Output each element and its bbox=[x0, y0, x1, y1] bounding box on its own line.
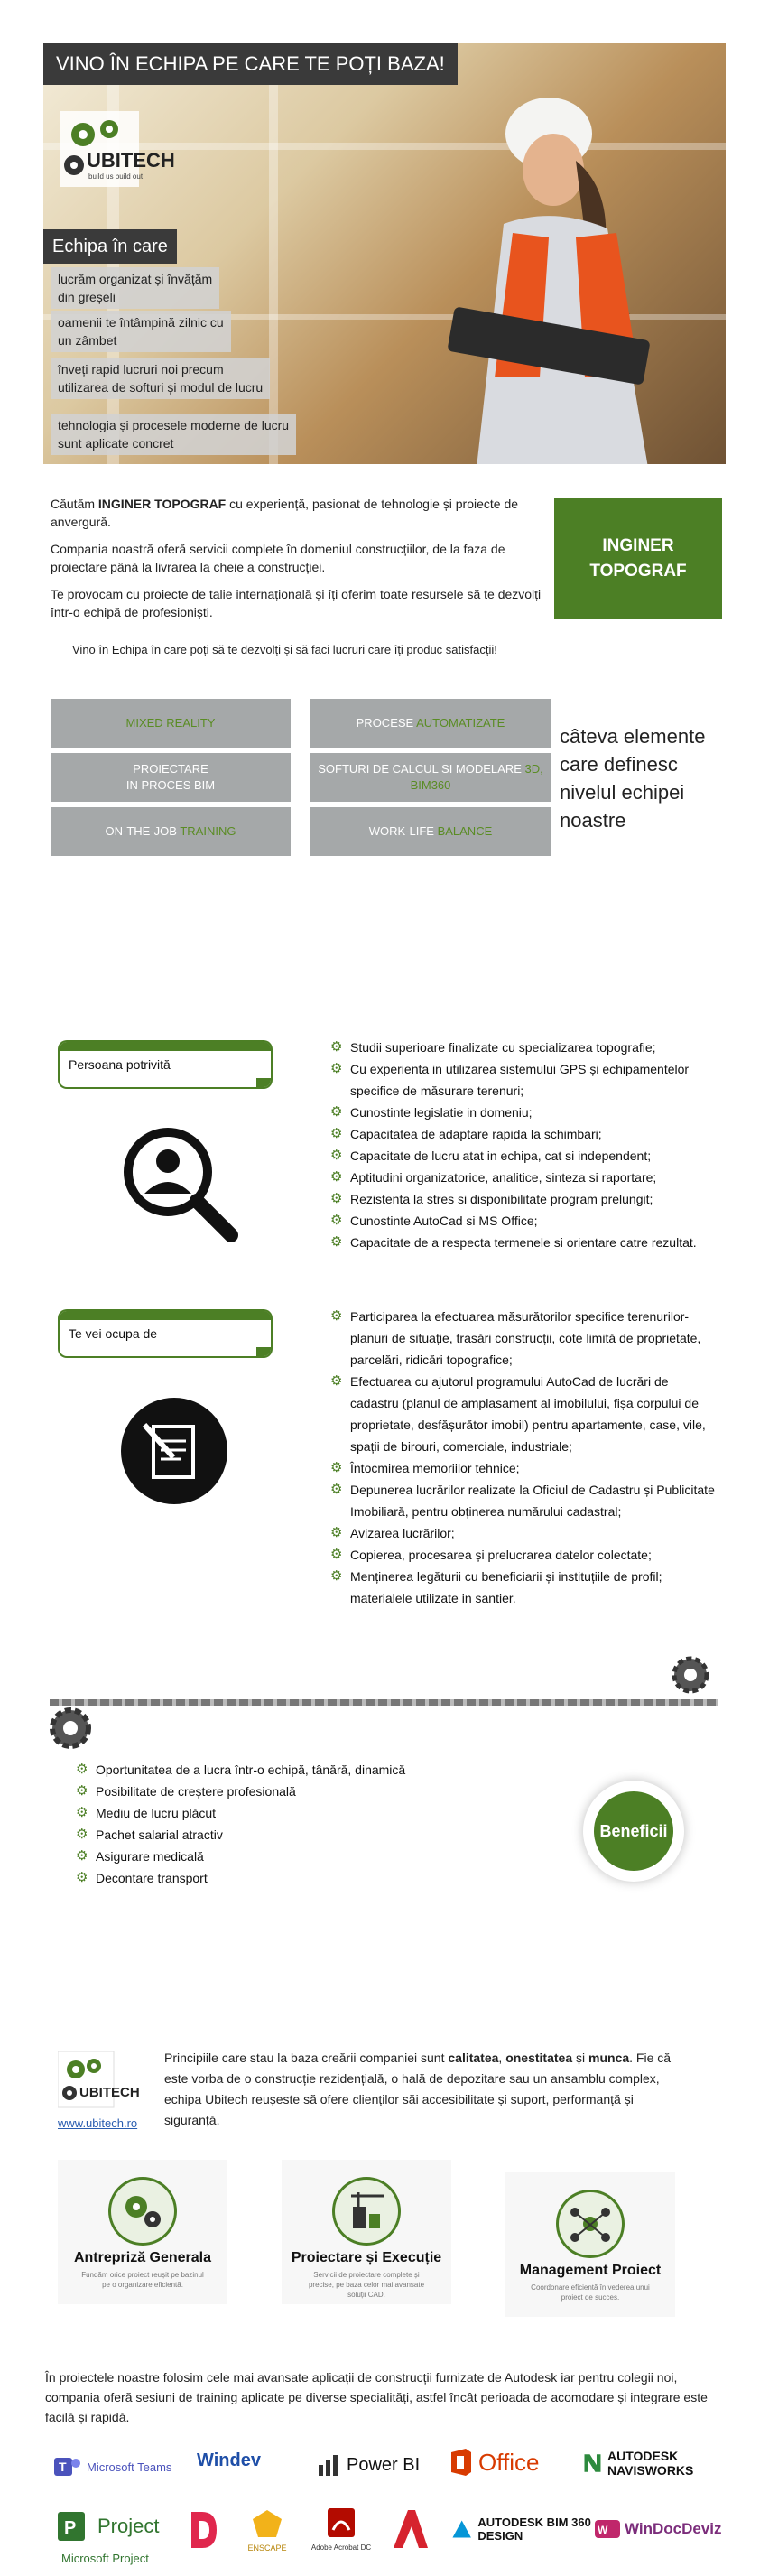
intro-text bbox=[51, 495, 556, 630]
list-item: ⚙ Copierea, procesarea și prelucrarea datelor colectate; bbox=[330, 1544, 718, 1566]
svg-text:T: T bbox=[59, 2460, 67, 2474]
bim360-logo: AUTODESK BIM 360 DESIGN bbox=[451, 2516, 596, 2543]
software-text: În proiectele noastre folosim cele mai avansate aplicații de construcții furnizate de Autodesk iar pentru colegii noi, compania oferă sesiuni de training aplicate pe diverse specialități, astfel încât perioada de acomodare și integrare este facilă și rapidă. bbox=[45, 2370, 708, 2424]
echipa-label: Echipa în care bbox=[43, 229, 177, 264]
persoana-label: Persoana potrivită bbox=[69, 1057, 171, 1072]
list-item: ⚙ Capacitatea de adaptare rapida la schimbari; bbox=[330, 1123, 718, 1145]
gears-icon bbox=[111, 2180, 174, 2243]
windev-logo: Windev bbox=[197, 2450, 261, 2470]
gear-icon bbox=[47, 1705, 94, 1756]
list-item: ⚙ Avizarea lucrărilor; bbox=[330, 1522, 718, 1544]
autocad-a-logo bbox=[390, 2506, 430, 2552]
hero-item: oamenii te întâmpină zilnic cu un zâmbet bbox=[51, 311, 231, 352]
list-item: ⚙ Posibilitate de creștere profesională bbox=[76, 1781, 527, 1802]
search-person-icon bbox=[116, 1120, 240, 1244]
svg-text:P: P bbox=[64, 2518, 77, 2538]
logo-tagline: build us build out bbox=[88, 172, 144, 181]
list-item: ⚙ Cunostinte legislatie in domeniu; bbox=[330, 1102, 718, 1123]
project-logo: P Project bbox=[56, 2508, 159, 2544]
svg-text:UBITECH: UBITECH bbox=[79, 2085, 140, 2100]
card-subtitle: Fundăm orice proiect reușit pe bazinul pe o organizare eficientă. bbox=[81, 2271, 204, 2289]
intro-p3: Te provocam cu proiecte de talie internațională și îți oferim toate resursele să te dezvolți într-o echipă de profesioniști. bbox=[51, 587, 542, 619]
ubitech-logo bbox=[60, 111, 175, 189]
card-title: Management Proiect bbox=[519, 2263, 662, 2278]
beneficii-badge bbox=[583, 1781, 684, 1882]
service-card-antrepriza bbox=[58, 2160, 227, 2304]
intro-p1: Căutăm INGINER TOPOGRAF cu experiență, pasionat de tehnologie și proiecte de anvergură. bbox=[51, 497, 519, 529]
tagline: Vino în Echipa în care poți să te dezvolți și să faci lucruri care îți produc satisfacții! bbox=[72, 643, 497, 656]
document-edit-icon bbox=[121, 1398, 227, 1504]
list-item: ⚙ Cunostinte AutoCad si MS Office; bbox=[330, 1210, 718, 1232]
keyword-bim: PROIECTARE IN PROCES BIM bbox=[51, 753, 291, 802]
ocupa-label: Te vei ocupa de bbox=[69, 1326, 158, 1341]
card-subtitle: Servicii de proiectare complete și precise, pe baza celor mai avansate soluții CAD. bbox=[308, 2271, 425, 2299]
list-item: ⚙ Cu experienta in utilizarea sistemului GPS și echipamentelor specifice de măsurare terenuri; bbox=[330, 1058, 718, 1102]
list-item: ⚙ Studii superioare finalizate cu specializarea topografie; bbox=[330, 1037, 718, 1058]
list-item: ⚙ Întocmirea memoriilor tehnice; bbox=[330, 1457, 718, 1479]
office-logo: Office bbox=[448, 2447, 539, 2478]
keyword-training: ON-THE-JOB TRAINING bbox=[51, 807, 291, 856]
list-item: ⚙ Rezistenta la stres si disponibilitate program prelungit; bbox=[330, 1188, 718, 1210]
service-card-management bbox=[505, 2172, 675, 2317]
windocdeviz-logo: W WinDocDeviz bbox=[594, 2517, 722, 2541]
card-subtitle: Coordonare eficientă în vederea unui proiect de succes. bbox=[531, 2283, 650, 2302]
footer-logo bbox=[58, 2051, 148, 2119]
ocupa-list bbox=[330, 1306, 718, 1609]
logo-text: UBITECH bbox=[87, 149, 175, 172]
enscape-logo: ENSCAPE bbox=[240, 2508, 294, 2553]
crane-building-icon bbox=[335, 2180, 398, 2243]
autocad-d-logo bbox=[188, 2508, 218, 2552]
svg-text:W: W bbox=[598, 2524, 608, 2536]
list-item: ⚙ Mediu de lucru plăcut bbox=[76, 1802, 527, 1824]
keyword-softuri: SOFTURI DE CALCUL SI MODELARE 3D, BIM360 bbox=[310, 753, 551, 802]
list-item: ⚙ Pachet salarial atractiv bbox=[76, 1824, 527, 1846]
list-item: ⚙ Efectuarea cu ajutorul programului AutoCad de lucrări de cadastru (planul de amplasament al imobilului, fișa corpului de proprietate, desfășurător imobil) pentru apartamente, case, vile, spații de birouri, comerciale, industriale; bbox=[330, 1371, 718, 1457]
list-item: ⚙ Aptitudini organizatorice, analitice, sinteza si raportare; bbox=[330, 1167, 718, 1188]
hero-banner bbox=[43, 43, 726, 464]
section-pill-persoana bbox=[60, 1042, 271, 1087]
list-item: ⚙ Asigurare medicală bbox=[76, 1846, 527, 1867]
role-badge: INGINER TOPOGRAF bbox=[554, 498, 722, 619]
section-divider bbox=[50, 1699, 718, 1706]
card-title: Antrepriză Generala bbox=[73, 2250, 212, 2265]
keywords-caption: câteva elemente care definesc nivelul echipei noastre bbox=[560, 725, 706, 832]
list-item: ⚙ Capacitate de a respecta termenele si orientare catre rezultat. bbox=[330, 1232, 718, 1253]
list-item: ⚙ Participarea la efectuarea măsurătorilor specifice terenurilor- planuri de situație, trasări construcții, cote limită de proprietate, parcelări, ridicări topografice; bbox=[330, 1306, 718, 1371]
card-title: Proiectare și Execuție bbox=[291, 2250, 442, 2265]
hero-item: înveți rapid lucruri noi precum utilizarea de softuri și modul de lucru bbox=[51, 358, 270, 399]
intro-p2: Compania noastră oferă servicii complete în domeniul construcțiilor, de la faza de proiectare până la livrarea la cheie a construcției. bbox=[51, 542, 505, 574]
list-item: ⚙ Oportunitatea de a lucra într-o echipă, tânără, dinamică bbox=[76, 1759, 527, 1781]
list-item: ⚙ Depunerea lucrărilor realizate la Oficiul de Cadastru și Publicitate Imobiliară, pentru obținerea numărului cadastral; bbox=[330, 1479, 718, 1522]
hero-title: VINO ÎN ECHIPA PE CARE TE POȚI BAZA! bbox=[43, 43, 458, 85]
navisworks-logo: AUTODESK NAVISWORKS bbox=[583, 2449, 727, 2478]
service-card-proiectare bbox=[282, 2160, 451, 2304]
hero-item: tehnologia și procesele moderne de lucru sunt aplicate concret bbox=[51, 414, 296, 455]
project-caption: Microsoft Project bbox=[61, 2552, 149, 2565]
list-item: ⚙ Capacitate de lucru atat in echipa, cat si independent; bbox=[330, 1145, 718, 1167]
gear-icon bbox=[670, 1654, 711, 1700]
about-text: Principiile care stau la baza creării companiei sunt calitatea, onestitatea și munca. Fie că este vorba de o construcție rezidențială, o hală de depozitare sau un ansamblu complex, echipa Ubitech reușeste să ofere clienților săi accesibilitate și suport, performanță și siguranță. bbox=[164, 2051, 672, 2127]
section-pill-ocupa bbox=[60, 1311, 271, 1356]
network-icon bbox=[559, 2192, 622, 2255]
website-link[interactable]: www.ubitech.ro bbox=[58, 2116, 138, 2130]
keyword-procese: PROCESE AUTOMATIZATE bbox=[310, 699, 551, 748]
keyword-mixed-reality: MIXED REALITY bbox=[51, 699, 291, 748]
list-item: ⚙ Decontare transport bbox=[76, 1867, 527, 1889]
list-item: ⚙ Menținerea legăturii cu beneficiarii și instituțiile de profil; materialele utilizate in santier. bbox=[330, 1566, 718, 1609]
powerbi-logo: Power BI bbox=[316, 2452, 420, 2478]
keyword-balance: WORK-LIFE BALANCE bbox=[310, 807, 551, 856]
beneficii-label: Beneficii bbox=[594, 1791, 673, 1871]
beneficii-list bbox=[76, 1759, 527, 1889]
persoana-list bbox=[330, 1037, 718, 1253]
hero-person-image bbox=[440, 79, 711, 464]
acrobat-logo: Adobe Acrobat DC bbox=[305, 2506, 377, 2552]
hero-item: lucrăm organizat și învățăm din greșeli bbox=[51, 267, 219, 309]
teams-logo: T Microsoft Teams bbox=[52, 2454, 171, 2479]
